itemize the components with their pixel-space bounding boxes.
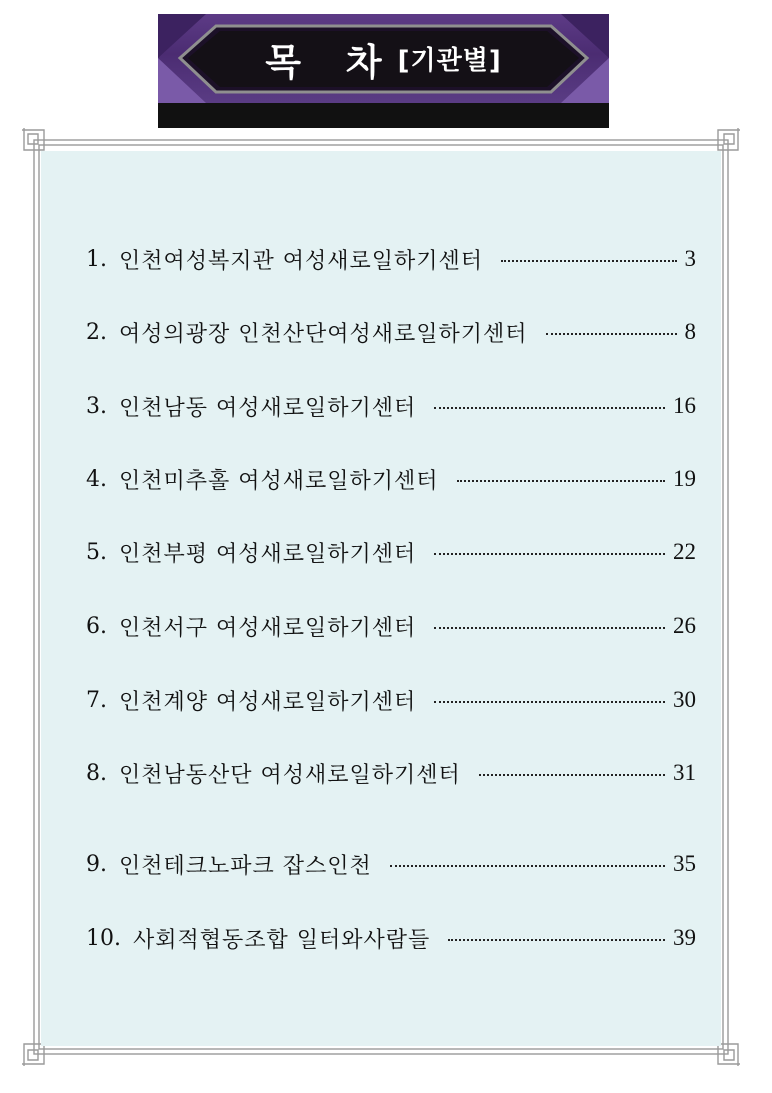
toc-leader-dots bbox=[434, 701, 665, 703]
toc-entry[interactable] bbox=[86, 683, 696, 717]
toc-page-number: 3 bbox=[684, 246, 696, 271]
toc-number: 1. bbox=[86, 246, 107, 272]
toc-page-number: 39 bbox=[673, 925, 696, 950]
toc-page-number: 16 bbox=[673, 393, 696, 418]
toc-page-number: 31 bbox=[673, 760, 696, 785]
page-title bbox=[158, 14, 609, 103]
toc-title: 사회적협동조합 일터와사람들 bbox=[133, 927, 431, 953]
toc-title: 인천남동 여성새로일하기센터 bbox=[119, 395, 417, 421]
toc-entry[interactable] bbox=[86, 242, 696, 276]
toc-title: 인천테크노파크 잡스인천 bbox=[119, 853, 372, 879]
toc-number: 5. bbox=[86, 539, 107, 565]
toc-page-number: 35 bbox=[673, 851, 696, 876]
toc-page-number: 26 bbox=[673, 613, 696, 638]
toc-leader-dots bbox=[434, 553, 665, 555]
content-panel bbox=[41, 151, 721, 1046]
toc-leader-dots bbox=[434, 407, 665, 409]
toc-entry[interactable] bbox=[86, 535, 696, 569]
toc-entry[interactable] bbox=[86, 389, 696, 423]
toc-number: 8. bbox=[86, 760, 107, 786]
toc-number: 9. bbox=[86, 851, 107, 877]
toc-entry[interactable] bbox=[86, 462, 696, 496]
toc-number: 10. bbox=[86, 925, 121, 951]
toc-title: 인천남동산단 여성새로일하기센터 bbox=[119, 762, 461, 788]
toc-title: 여성의광장 인천산단여성새로일하기센터 bbox=[119, 321, 528, 347]
toc-entry[interactable] bbox=[86, 315, 696, 349]
toc-number: 4. bbox=[86, 466, 107, 492]
toc-page-number: 30 bbox=[673, 687, 696, 712]
toc-title: 인천미추홀 여성새로일하기센터 bbox=[119, 468, 439, 494]
title-sub: [기관별] bbox=[397, 46, 502, 76]
title-main: 목 차 bbox=[265, 40, 398, 84]
toc-leader-dots bbox=[448, 939, 665, 941]
toc-leader-dots bbox=[457, 480, 665, 482]
toc-page-number: 19 bbox=[673, 466, 696, 491]
toc-entry[interactable] bbox=[86, 609, 696, 643]
toc-number: 2. bbox=[86, 319, 107, 345]
toc-leader-dots bbox=[434, 627, 665, 629]
toc-leader-dots bbox=[501, 260, 676, 262]
toc-title: 인천부평 여성새로일하기센터 bbox=[119, 541, 417, 567]
toc-title: 인천서구 여성새로일하기센터 bbox=[119, 615, 417, 641]
toc-leader-dots bbox=[390, 865, 665, 867]
toc-entry[interactable] bbox=[86, 756, 696, 790]
toc-number: 6. bbox=[86, 613, 107, 639]
toc-leader-dots bbox=[479, 774, 665, 776]
toc-title: 인천계양 여성새로일하기센터 bbox=[119, 689, 417, 715]
title-banner bbox=[158, 14, 609, 128]
toc-title: 인천여성복지관 여성새로일하기센터 bbox=[119, 248, 484, 274]
toc-entry[interactable] bbox=[86, 921, 696, 955]
toc-leader-dots bbox=[546, 333, 677, 335]
toc-number: 3. bbox=[86, 393, 107, 419]
toc-page-number: 22 bbox=[673, 539, 696, 564]
toc-number: 7. bbox=[86, 687, 107, 713]
toc-page-number: 8 bbox=[684, 319, 696, 344]
toc-entry[interactable] bbox=[86, 847, 696, 881]
